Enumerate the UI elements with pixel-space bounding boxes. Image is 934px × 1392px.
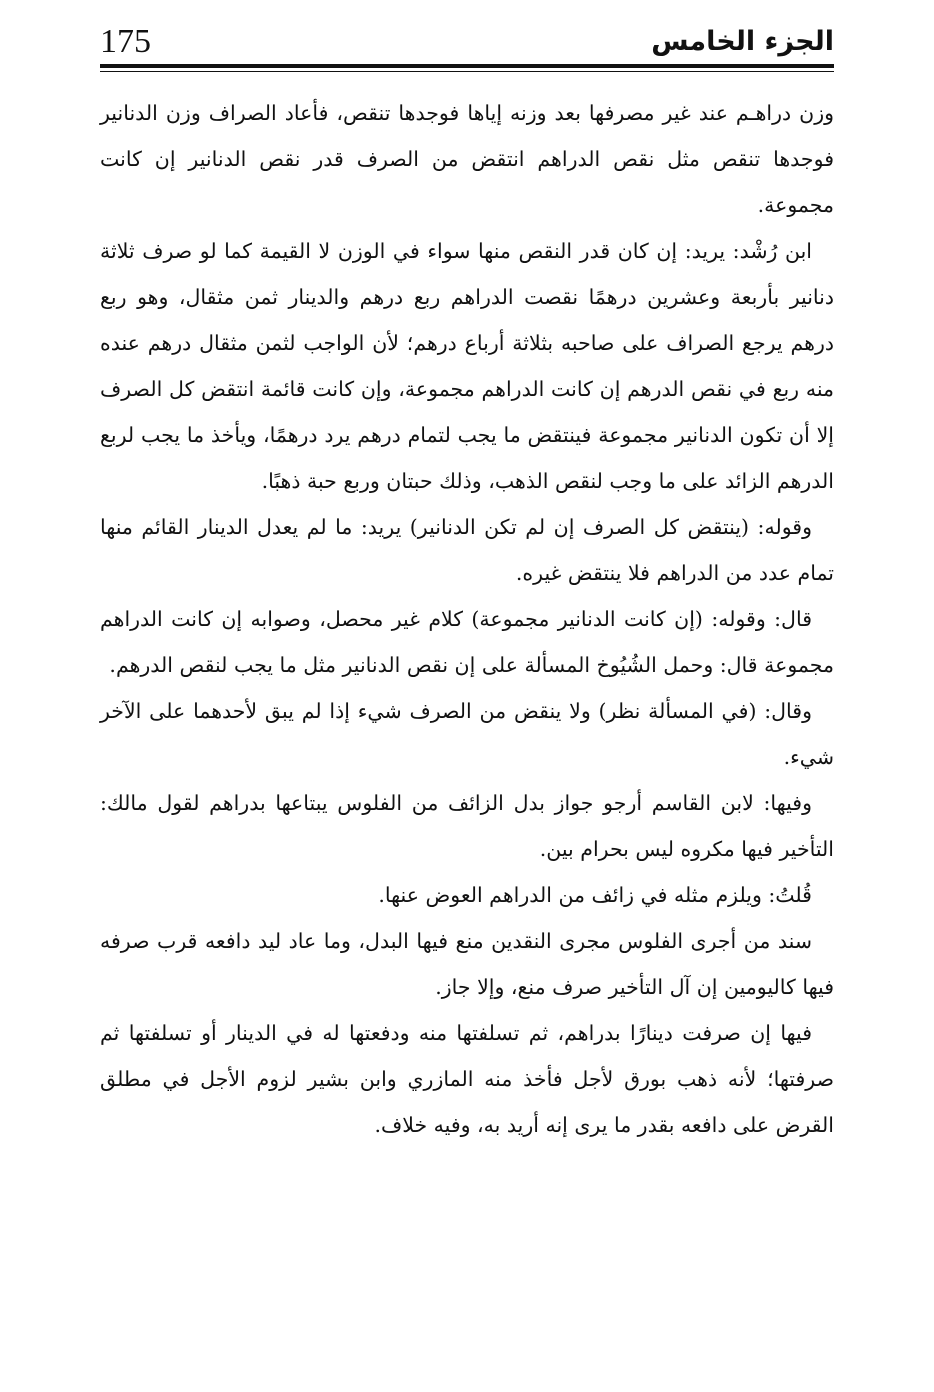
paragraph-8: سند من أجرى الفلوس مجرى النقدين منع فيها البدل، وما عاد ليد دافعه قرب صرفه فيها كاليومين إن آل التأخير صرف منع، وإلا جاز. xyxy=(100,929,834,999)
paragraph-4: قال: وقوله: (إن كانت الدنانير مجموعة) كلام غير محصل، وصوابه إن كانت الدراهم مجموعة قال: وحمل الشُيُوخ المسألة على إن نقص الدنانير مثل ما يجب لنقص الدرهم. xyxy=(100,607,834,677)
paragraph-7: قُلتُ: ويلزم مثله في زائف من الدراهم العوض عنها. xyxy=(378,883,812,907)
paragraph-9: فيها إن صرفت دينارًا بدراهم، ثم تسلفتها منه ودفعتها له في الدينار أو تسلفتها ثم صرفتها؛ لأنه ذهب بورق لأجل فأخذ منه المازري وابن بشير لزوم الأجل في مطلق القرض على دافعه بقدر ما يرى إنه أريد به، وفيه خلاف. xyxy=(100,1021,834,1137)
paragraph-6: وفيها: لابن القاسم أرجو جواز بدل الزائف من الفلوس يبتاعها بدراهم لقول مالك: التأخير فيها مكروه ليس بحرام بين. xyxy=(100,791,834,861)
paragraph-3: وقوله: (ينتقض كل الصرف إن لم تكن الدنانير) يريد: ما لم يعدل الدينار القائم منها تمام عدد من الدراهم فلا ينتقض غيره. xyxy=(100,515,834,585)
paragraph-2: ابن رُشْد: يريد: إن كان قدر النقص منها سواء في الوزن لا القيمة كما لو صرف ثلاثة دنانير بأربعة وعشرين درهمًا نقصت الدراهم ربع درهم والدينار ثمن مثقال، وهو ربع درهم يرجع الصراف على صاحبه بثلاثة أرباع درهم؛ لأن الواجب لثمن مثقال درهم عنده منه ربع في نقص الدرهم إن كانت الدراهم مجموعة، وإن كانت قائمة انتقض كل الصرف إلا أن تكون الدنانير مجموعة فينتقض ما يجب لتمام درهم يرد درهمًا، ويأخذ ما يجب لربع الدرهم الزائد على ما وجب لنقص الذهب، وذلك حبتان وربع حبة ذهبًا. xyxy=(100,239,834,493)
paragraph-1: وزن دراهـم عند غير مصرفها بعد وزنه إياها فوجدها تنقص، فأعاد الصراف وزن الدنانير فوجدها تنقص مثل نقص الدراهم انتقض من الصرف قدر نقص الدنانير إن كانت مجموعة. xyxy=(100,101,834,217)
header-rule-thick xyxy=(100,64,834,68)
running-title: الجزء الخامس xyxy=(651,26,834,57)
page-body xyxy=(100,90,834,1148)
page-header xyxy=(100,18,834,62)
header-rule-thin xyxy=(100,71,834,72)
page-number: 175 xyxy=(100,23,151,60)
paragraph-5: وقال: (في المسألة نظر) ولا ينقض من الصرف شيء إذا لم يبق لأحدهما على الآخر شيء. xyxy=(100,699,834,769)
